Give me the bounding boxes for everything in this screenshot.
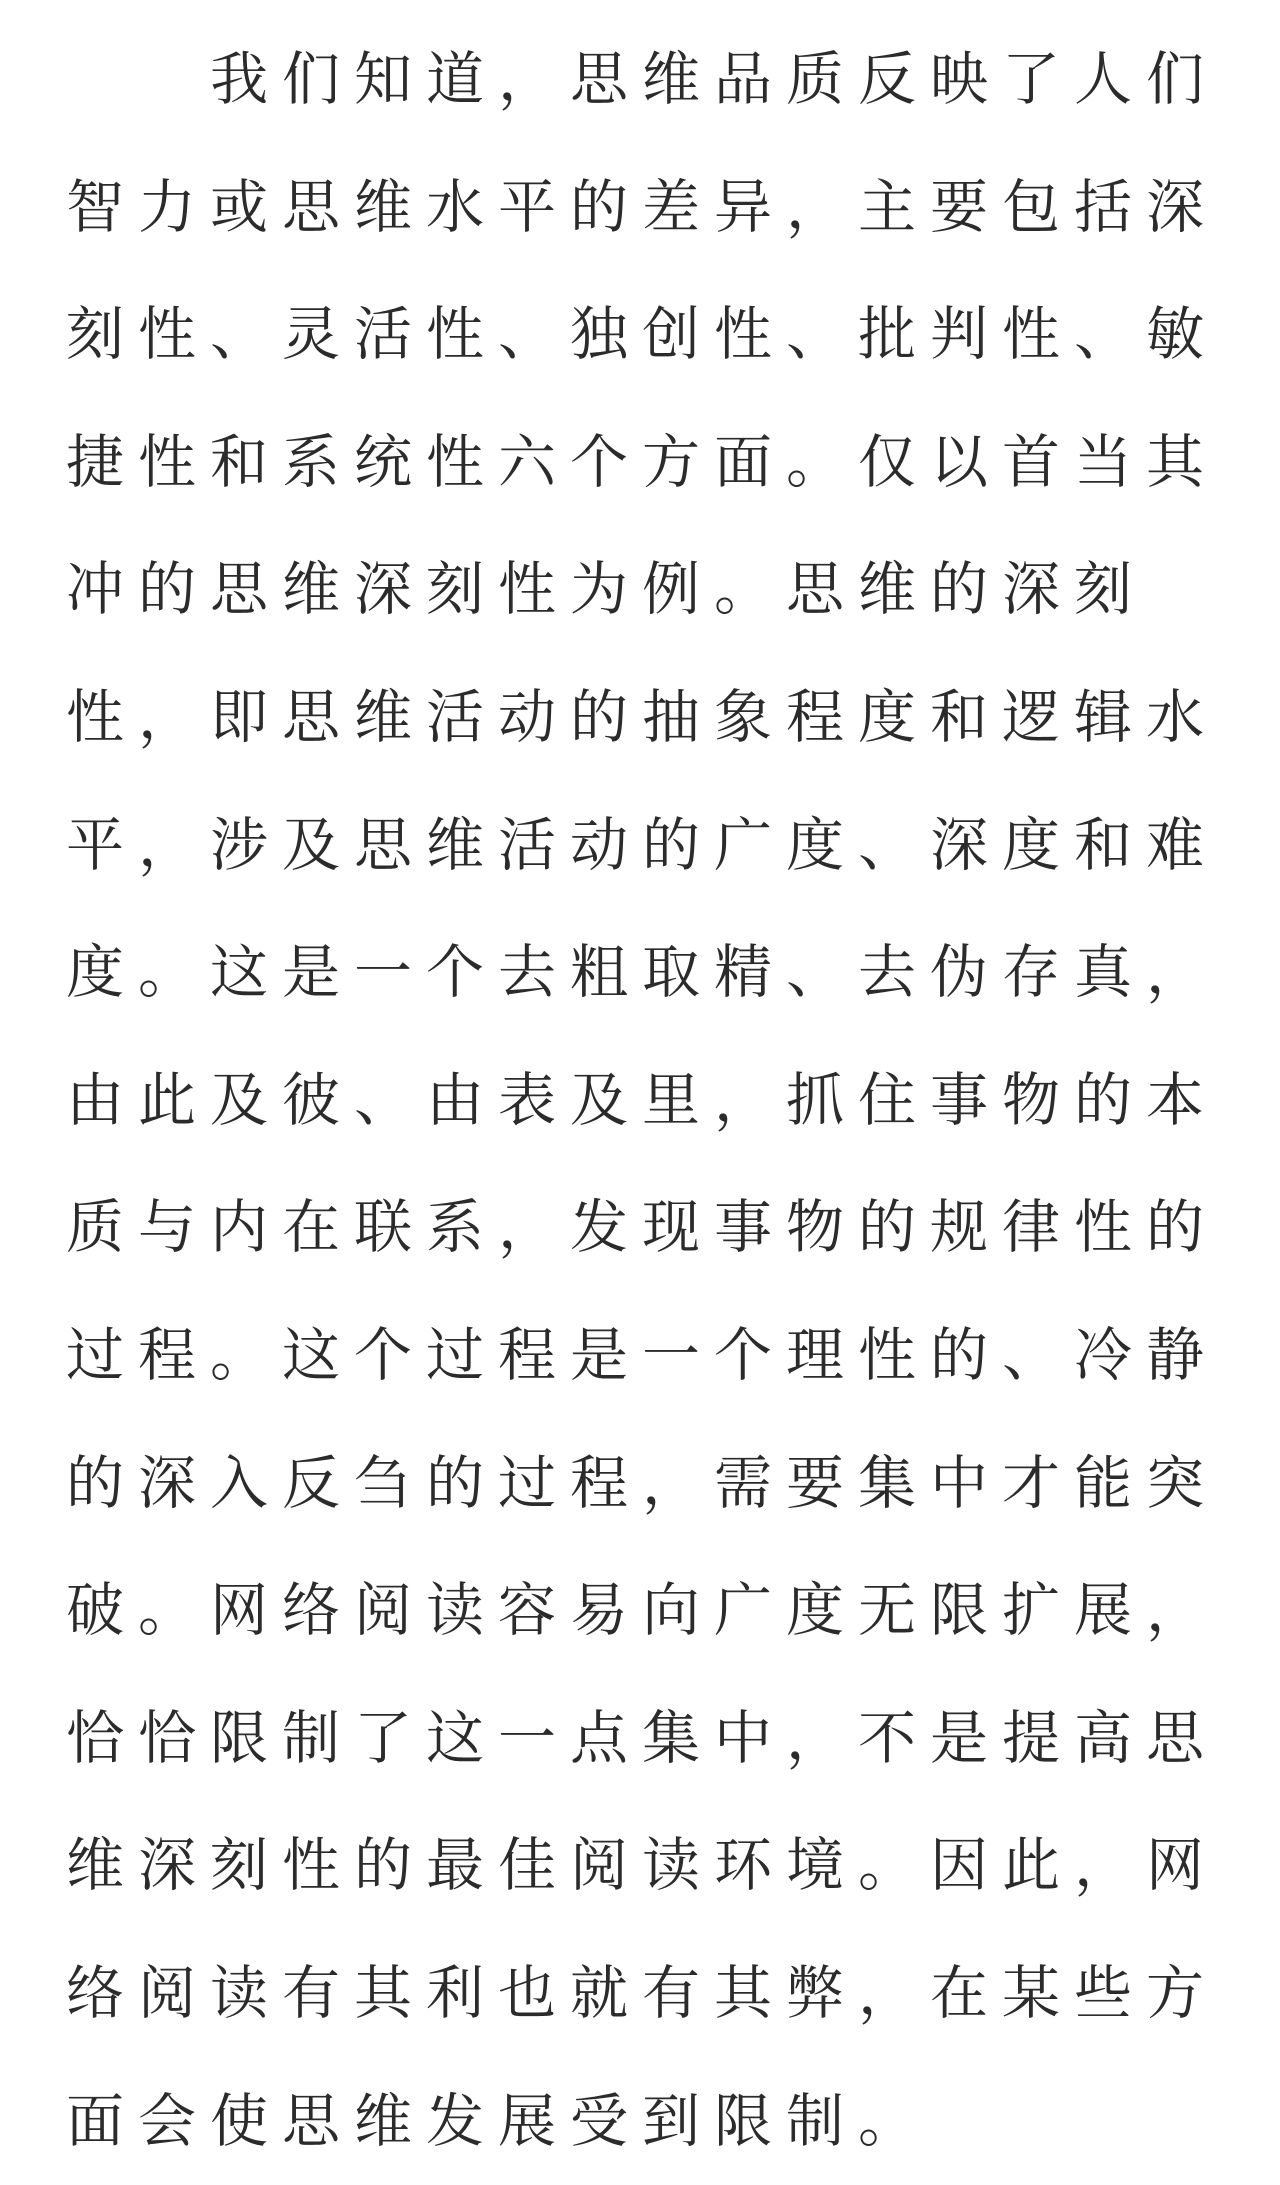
paragraph-line-9: 由此及彼、由表及里，抓住事物的本 (66, 1037, 1218, 1165)
paragraph-line-2: 智力或思维水平的差异，主要包括深 (66, 144, 1218, 272)
paragraph-line-12: 的深入反刍的过程，需要集中才能突 (66, 1420, 1218, 1548)
paragraph-line-8: 度。这是一个去粗取精、去伪存真， (66, 909, 1218, 1037)
article-paragraph (66, 16, 1218, 2185)
paragraph-line-14: 恰恰限制了这一点集中，不是提高思 (66, 1675, 1218, 1803)
paragraph-line-10: 质与内在联系，发现事物的规律性的 (66, 1164, 1218, 1292)
paragraph-line-1: 我们知道，思维品质反映了人们 (66, 16, 1218, 144)
paragraph-line-15: 维深刻性的最佳阅读环境。因此，网 (66, 1802, 1218, 1930)
paragraph-line-16: 络阅读有其利也就有其弊，在某些方 (66, 1930, 1218, 2058)
paragraph-line-3: 刻性、灵活性、独创性、批判性、敏 (66, 271, 1218, 399)
paragraph-line-6: 性，即思维活动的抽象程度和逻辑水 (66, 654, 1218, 782)
paragraph-line-11: 过程。这个过程是一个理性的、冷静 (66, 1292, 1218, 1420)
paragraph-line-13: 破。网络阅读容易向广度无限扩展， (66, 1547, 1218, 1675)
paragraph-line-5: 冲的思维深刻性为例。思维的深刻 (66, 526, 1218, 654)
paragraph-line-7: 平，涉及思维活动的广度、深度和难 (66, 782, 1218, 910)
paragraph-line-4: 捷性和系统性六个方面。仅以首当其 (66, 399, 1218, 527)
paragraph-line-17: 面会使思维发展受到限制。 (66, 2058, 1218, 2185)
